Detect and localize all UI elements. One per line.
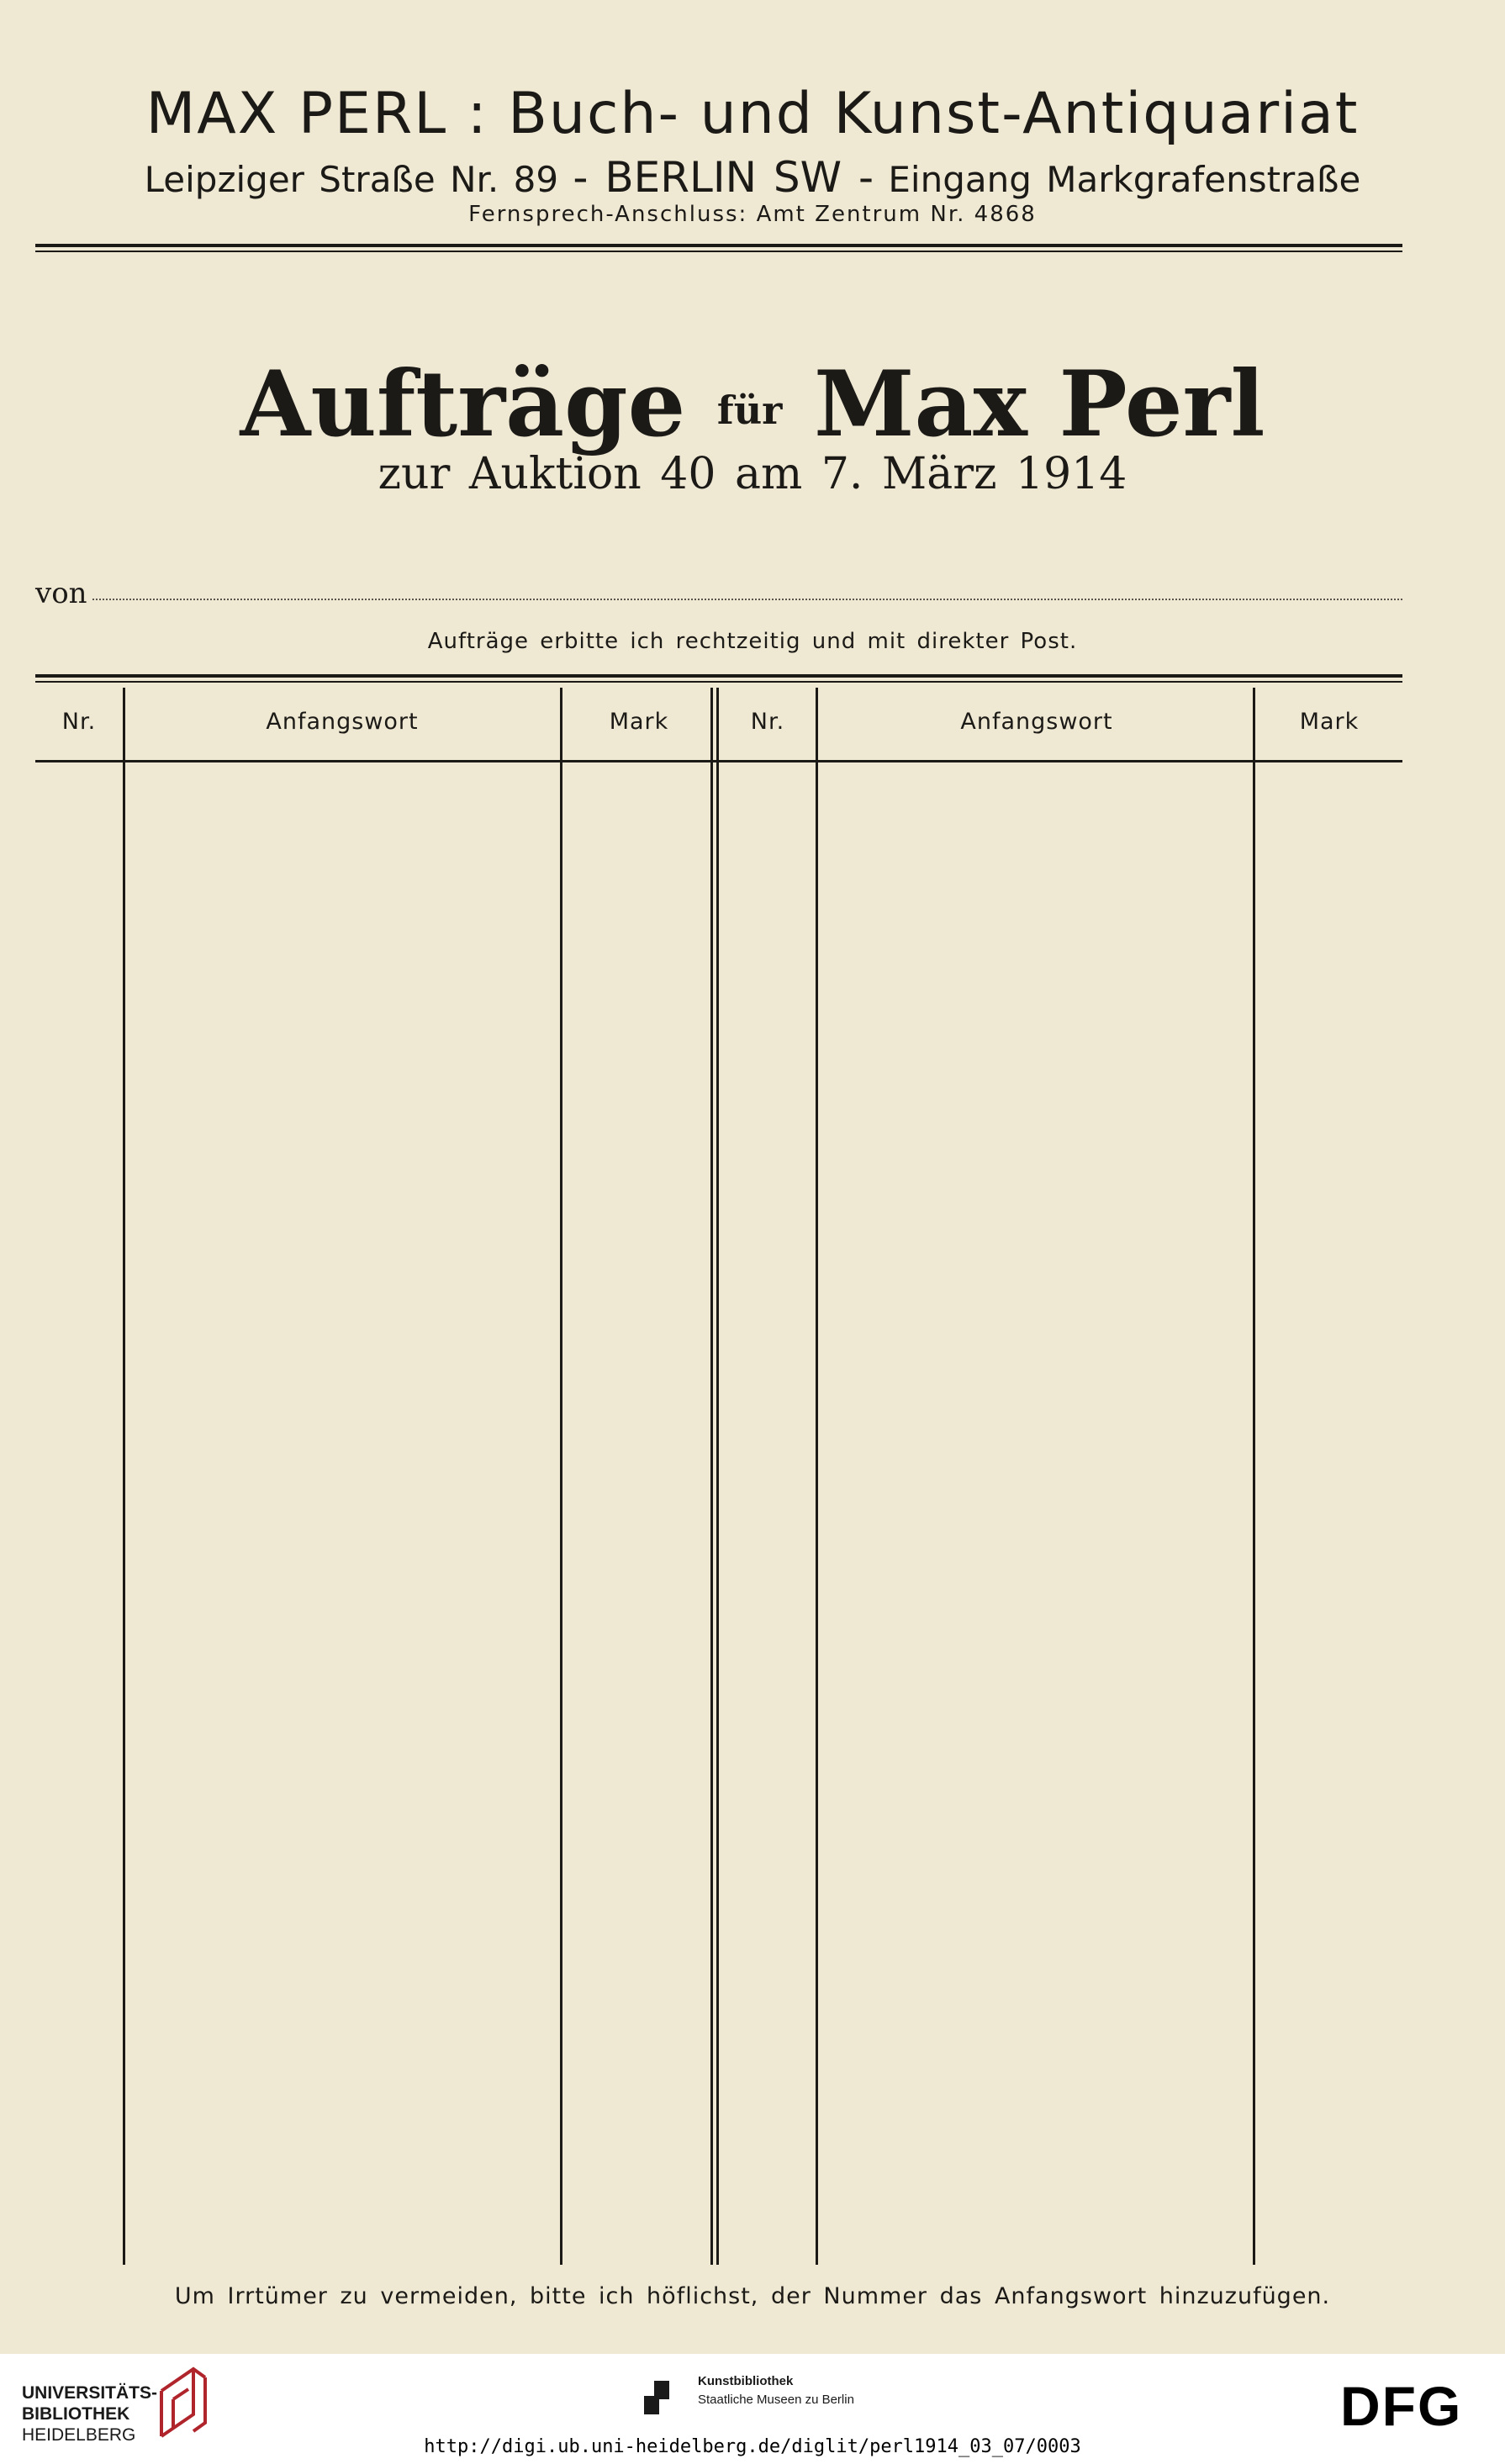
footer-note: Um Irrtümer zu vermeiden, bitte ich höflichst, der Nummer das Anfangswort hinzuzufügen. xyxy=(174,2283,1331,2309)
kb-line-2: Staatliche Museen zu Berlin xyxy=(698,2393,854,2407)
letterhead-rule-thick xyxy=(35,244,1402,247)
col-header-nr-left: Nr. xyxy=(61,709,97,735)
col-divider-1 xyxy=(123,688,125,2265)
col-header-anfangswort-right: Anfangswort xyxy=(960,709,1113,735)
col-header-mark-right: Mark xyxy=(1299,709,1360,735)
kunstbibliothek-icon xyxy=(644,2381,669,2414)
col-header-mark-left: Mark xyxy=(609,709,669,735)
source-url[interactable]: http://digi.ub.uni-heidelberg.de/diglit/perl1914_03_07/0003 xyxy=(424,2436,1081,2457)
kb-line-1: Kunstbibliothek xyxy=(698,2374,794,2388)
table-top-rule-thick xyxy=(35,674,1402,678)
von-fill-line[interactable] xyxy=(92,599,1402,600)
table-top-rule-thin xyxy=(35,681,1402,683)
instruction-note: Aufträge erbitte ich rechtzeitig und mit direkter Post. xyxy=(427,629,1078,654)
col-divider-center-b xyxy=(716,688,719,2265)
col-header-nr-right: Nr. xyxy=(750,709,785,735)
letterhead-street: Leipziger Straße Nr. 89 xyxy=(144,159,559,200)
dfg-logo: DFG xyxy=(1340,2375,1463,2437)
uni-heidelberg-logo-icon xyxy=(155,2361,214,2441)
letterhead-address xyxy=(0,153,1505,202)
page-title xyxy=(0,351,1505,457)
header-bottom-rule xyxy=(35,760,1402,762)
title-word-max-perl: Max Perl xyxy=(814,351,1265,457)
uni-line-1: UNIVERSITÄTS- xyxy=(22,2383,158,2403)
letterhead-rule-thin xyxy=(35,251,1402,252)
col-divider-4 xyxy=(816,688,818,2265)
col-divider-center-a xyxy=(710,688,713,2265)
letterhead-city: - BERLIN SW - xyxy=(573,153,874,202)
letterhead-phone: Fernsprech-Anschluss: Amt Zentrum Nr. 4868 xyxy=(468,202,1037,227)
kunstbibliothek-label xyxy=(698,2372,854,2409)
uni-line-2: BIBLIOTHEK xyxy=(22,2404,130,2424)
col-divider-2 xyxy=(560,688,562,2265)
title-word-auftraege: Aufträge xyxy=(240,351,686,457)
uni-line-3: HEIDELBERG xyxy=(22,2425,136,2445)
col-header-anfangswort-left: Anfangswort xyxy=(266,709,419,735)
page-subtitle: zur Auktion 40 am 7. März 1914 xyxy=(378,449,1127,499)
letterhead-entrance: Eingang Markgrafenstraße xyxy=(888,159,1361,200)
letterhead-firm-name: MAX PERL : Buch- und Kunst-Antiquariat xyxy=(145,81,1360,147)
von-label: von xyxy=(35,577,87,610)
title-word-fuer: für xyxy=(716,388,783,433)
col-divider-5 xyxy=(1253,688,1255,2265)
